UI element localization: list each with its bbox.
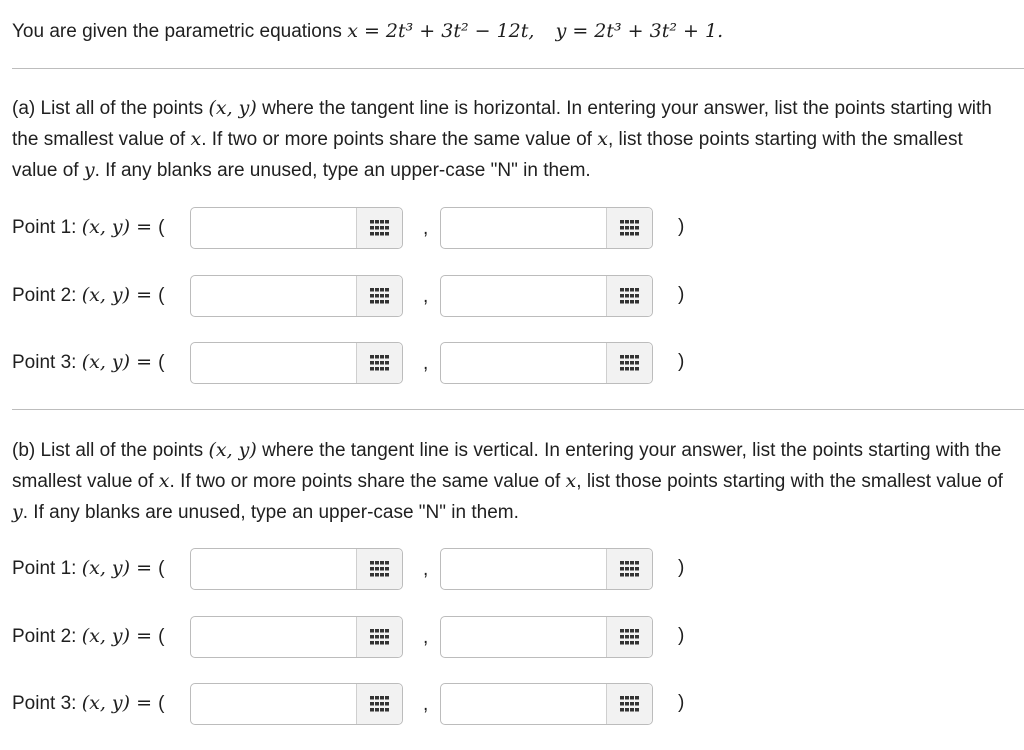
point-label: Point 3: (x, y) = ( (12, 692, 165, 714)
close-paren: ) (678, 216, 685, 237)
equation-y: y = 2t³ + 3t² + 1. (555, 20, 724, 42)
answer-input[interactable] (441, 617, 607, 657)
answer-input[interactable] (441, 549, 607, 589)
grid-icon[interactable] (357, 684, 402, 724)
point-row (12, 548, 712, 592)
point-label: Point 2: (x, y) = ( (12, 625, 165, 647)
close-paren: ) (678, 692, 685, 713)
answer-input-group (440, 616, 653, 658)
grid-icon[interactable] (357, 208, 402, 248)
grid-icon[interactable] (607, 343, 652, 383)
grid-icon[interactable] (607, 549, 652, 589)
answer-input[interactable] (441, 343, 607, 383)
close-paren: ) (678, 351, 685, 372)
answer-input-group (190, 275, 403, 317)
comma: , (423, 353, 429, 374)
divider (12, 409, 1024, 410)
close-paren: ) (678, 557, 685, 578)
answer-input[interactable] (441, 276, 607, 316)
point-row (12, 207, 712, 251)
answer-input-group (440, 207, 653, 249)
point-label: Point 2: (x, y) = ( (12, 284, 165, 306)
part-a-instructions: (a) List all of the points (x, y) where the tangent line is horizontal. In entering your answer, list the points starting with the smallest value of x. If two or more points share the same value of x, list those points starting with the smallest value of y. If any blanks are unused, type an upper-case "N" in them. (12, 97, 992, 181)
grid-icon[interactable] (607, 276, 652, 316)
answer-input[interactable] (191, 684, 357, 724)
grid-icon[interactable] (357, 549, 402, 589)
grid-icon[interactable] (357, 276, 402, 316)
point-row (12, 616, 712, 660)
comma: , (423, 286, 429, 307)
point-label: Point 1: (x, y) = ( (12, 216, 165, 238)
grid-icon[interactable] (357, 343, 402, 383)
answer-input[interactable] (191, 549, 357, 589)
grid-icon[interactable] (607, 684, 652, 724)
answer-input-group (440, 683, 653, 725)
answer-input-group (190, 683, 403, 725)
close-paren: ) (678, 284, 685, 305)
point-row (12, 342, 712, 386)
close-paren: ) (678, 625, 685, 646)
answer-input[interactable] (441, 208, 607, 248)
answer-input-group (190, 342, 403, 384)
problem-intro (12, 20, 723, 43)
point-row (12, 683, 712, 727)
answer-input[interactable] (441, 684, 607, 724)
answer-input-group (190, 616, 403, 658)
answer-input[interactable] (191, 343, 357, 383)
grid-icon[interactable] (607, 617, 652, 657)
point-label: Point 3: (x, y) = ( (12, 351, 165, 373)
answer-input[interactable] (191, 276, 357, 316)
answer-input[interactable] (191, 208, 357, 248)
grid-icon[interactable] (607, 208, 652, 248)
comma: , (423, 627, 429, 648)
divider (12, 68, 1024, 69)
answer-input[interactable] (191, 617, 357, 657)
point-label: Point 1: (x, y) = ( (12, 557, 165, 579)
intro-text: You are given the parametric equations (12, 21, 342, 42)
answer-input-group (440, 342, 653, 384)
part-b-instructions: (b) List all of the points (x, y) where the tangent line is vertical. In entering your answer, list the points starting with the smallest value of x. If two or more points share the same value of x, list those points starting with the smallest value of y. If any blanks are unused, type an upper-case "N" in them. (12, 439, 1003, 523)
point-row (12, 275, 712, 319)
answer-input-group (440, 275, 653, 317)
comma: , (423, 218, 429, 239)
answer-input-group (190, 548, 403, 590)
comma: , (423, 559, 429, 580)
answer-input-group (440, 548, 653, 590)
equation-x: x = 2t³ + 3t² − 12t, (347, 20, 535, 42)
grid-icon[interactable] (357, 617, 402, 657)
comma: , (423, 694, 429, 715)
answer-input-group (190, 207, 403, 249)
